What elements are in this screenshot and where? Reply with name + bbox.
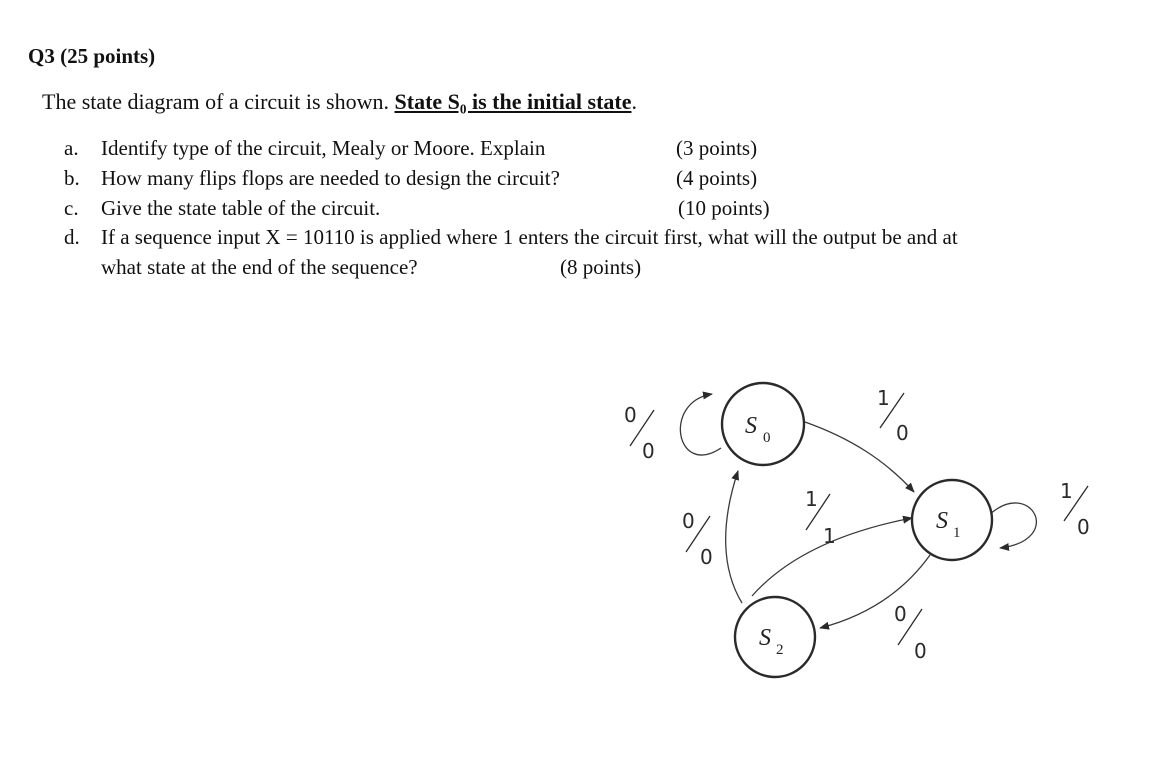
part-text: How many flips flops are needed to design the circuit?: [101, 166, 560, 190]
part-letter: a.: [64, 136, 79, 160]
label-output: 0: [896, 421, 909, 445]
label-input: 1: [1060, 479, 1073, 503]
state-s0: [722, 383, 804, 465]
label-input: 0: [894, 602, 907, 626]
label-s0-self: [624, 403, 655, 463]
part-points: (8 points): [560, 255, 642, 279]
part-points: (3 points): [676, 136, 758, 160]
initial-state-note: State S₀ is the initial state: [394, 89, 632, 114]
label-s2-to-s1: [805, 487, 836, 548]
part-text-continued: what state at the end of the sequence?: [101, 255, 418, 279]
part-text: If a sequence input X = 10110 is applied where 1 enters the circuit first, what will the output be and at: [101, 225, 958, 249]
label-input: 0: [624, 403, 637, 427]
state-s1: [912, 480, 992, 560]
edge-s1-self-loop: [988, 503, 1036, 548]
state-s2-subscript: 2: [776, 642, 784, 658]
label-s2-to-s0: [682, 509, 713, 569]
intro-text: The state diagram of a circuit is shown.: [42, 89, 395, 114]
label-s1-self: [1060, 479, 1090, 539]
label-s0-to-s1: [877, 386, 909, 445]
label-output: 0: [1077, 515, 1090, 539]
edge-s0-self-loop: [680, 394, 721, 455]
label-s1-to-s2: [894, 602, 927, 663]
question-heading: Q3 (25 points): [28, 44, 156, 68]
part-letter: c.: [64, 196, 79, 220]
label-input: 0: [682, 509, 695, 533]
state-s2-name: S: [759, 625, 771, 651]
state-s1-subscript: 1: [953, 525, 961, 541]
state-s2: [735, 597, 815, 677]
state-s0-subscript: 0: [763, 430, 771, 446]
label-output: 0: [700, 545, 713, 569]
label-output: 1: [823, 524, 836, 548]
state-s0-name: S: [745, 413, 757, 439]
part-letter: d.: [64, 225, 80, 249]
intro-period: .: [631, 89, 637, 114]
part-points: (10 points): [678, 196, 770, 220]
part-text: Give the state table of the circuit.: [101, 196, 381, 220]
edge-s1-to-s2: [820, 555, 930, 628]
edge-s2-to-s0: [726, 471, 742, 603]
label-input: 1: [805, 487, 818, 511]
part-text: Identify type of the circuit, Mealy or Moore. Explain: [101, 136, 546, 160]
label-output: 0: [914, 639, 927, 663]
state-s1-name: S: [936, 508, 948, 534]
part-points: (4 points): [676, 166, 758, 190]
label-output: 0: [642, 439, 655, 463]
part-letter: b.: [64, 166, 80, 190]
label-input: 1: [877, 386, 890, 410]
